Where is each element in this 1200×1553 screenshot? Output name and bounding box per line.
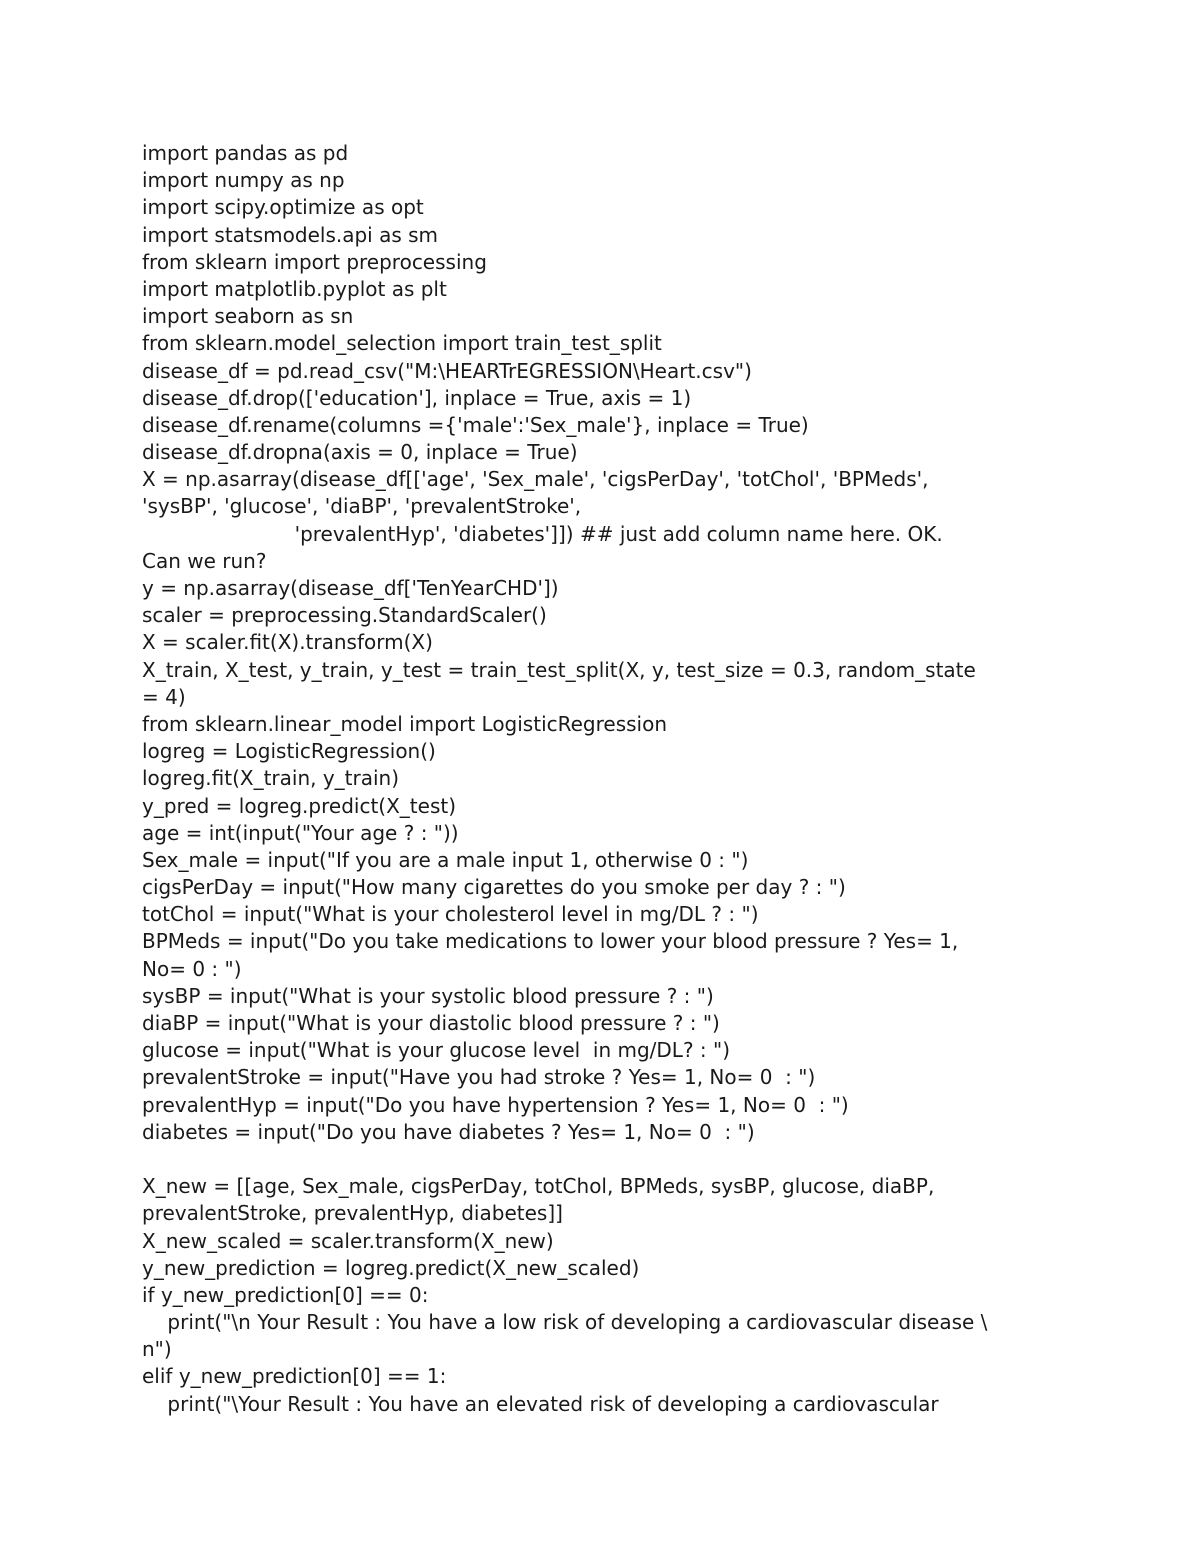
code-line: print("\Your Result : You have an elevated risk of developing a cardiovascular (142, 1391, 939, 1416)
code-line: BPMeds = input("Do you take medications to lower your blood pressure ? Yes= 1, (142, 929, 959, 954)
code-line: X = scaler.fit(X).transform(X) (142, 630, 433, 655)
code-line: from sklearn.model_selection import train_test_split (142, 331, 662, 356)
code-line: n") (142, 1337, 172, 1362)
code-line: prevalentStroke = input("Have you had stroke ? Yes= 1, No= 0 : ") (142, 1065, 816, 1090)
code-line: from sklearn import preprocessing (142, 249, 487, 274)
code-line: prevalentStroke, prevalentHyp, diabetes]] (142, 1201, 563, 1226)
code-line: 'prevalentHyp', 'diabetes']]) ## just add column name here. OK. (142, 521, 943, 546)
code-line: print("\n Your Result : You have a low risk of developing a cardiovascular disease \ (142, 1310, 988, 1335)
code-line: import pandas as pd (142, 141, 349, 165)
code-text-body (142, 140, 1062, 1418)
code-line: import statsmodels.api as sm (142, 222, 439, 247)
code-line: totChol = input("What is your cholesterol level in mg/DL ? : ") (142, 902, 759, 927)
code-line: disease_df.rename(columns ={'male':'Sex_male'}, inplace = True) (142, 412, 809, 437)
code-line: scaler = preprocessing.StandardScaler() (142, 603, 547, 628)
code-line: y = np.asarray(disease_df['TenYearCHD']) (142, 576, 559, 600)
code-line: Can we run? (142, 548, 267, 573)
code-line: X_new_scaled = scaler.transform(X_new) (142, 1228, 554, 1253)
code-line: import numpy as np (142, 168, 345, 193)
code-line: glucose = input("What is your glucose level in mg/DL? : ") (142, 1038, 731, 1063)
code-line: import scipy.optimize as opt (142, 195, 424, 220)
code-line: disease_df.drop(['education'], inplace = True, axis = 1) (142, 385, 692, 410)
code-line: age = int(input("Your age ? : ")) (142, 820, 459, 845)
code-line: diaBP = input("What is your diastolic blood pressure ? : ") (142, 1011, 720, 1035)
code-line: logreg.fit(X_train, y_train) (142, 766, 400, 791)
code-line: = 4) (142, 684, 186, 709)
code-line: X = np.asarray(disease_df[['age', 'Sex_male', 'cigsPerDay', 'totChol', 'BPMeds', (142, 467, 929, 492)
code-line: import seaborn as sn (142, 304, 354, 329)
code-line: disease_df = pd.read_csv("M:\HEARTrEGRESSION\Heart.csv") (142, 358, 752, 383)
code-line: X_new = [[age, Sex_male, cigsPerDay, totChol, BPMeds, sysBP, glucose, diaBP, (142, 1174, 935, 1199)
code-line: disease_df.dropna(axis = 0, inplace = True) (142, 440, 578, 465)
code-line: elif y_new_prediction[0] == 1: (142, 1364, 447, 1389)
code-line: import matplotlib.pyplot as plt (142, 276, 447, 301)
code-line: X_train, X_test, y_train, y_test = train_test_split(X, y, test_size = 0.3, random_state (142, 657, 976, 682)
code-line: if y_new_prediction[0] == 0: (142, 1282, 429, 1307)
code-line: y_pred = logreg.predict(X_test) (142, 793, 457, 818)
code-line: No= 0 : ") (142, 956, 242, 981)
code-line: sysBP = input("What is your systolic blood pressure ? : ") (142, 983, 714, 1008)
code-line: from sklearn.linear_model import LogisticRegression (142, 711, 668, 736)
code-line (142, 1146, 1062, 1173)
code-line: logreg = LogisticRegression() (142, 739, 436, 764)
code-line: diabetes = input("Do you have diabetes ? Yes= 1, No= 0 : ") (142, 1119, 755, 1144)
code-line: cigsPerDay = input("How many cigarettes do you smoke per day ? : ") (142, 875, 846, 900)
code-line: 'sysBP', 'glucose', 'diaBP', 'prevalentStroke', (142, 494, 582, 519)
code-line: prevalentHyp = input("Do you have hypertension ? Yes= 1, No= 0 : ") (142, 1092, 849, 1117)
code-line: y_new_prediction = logreg.predict(X_new_scaled) (142, 1255, 640, 1280)
code-line: Sex_male = input("If you are a male input 1, otherwise 0 : ") (142, 847, 749, 872)
